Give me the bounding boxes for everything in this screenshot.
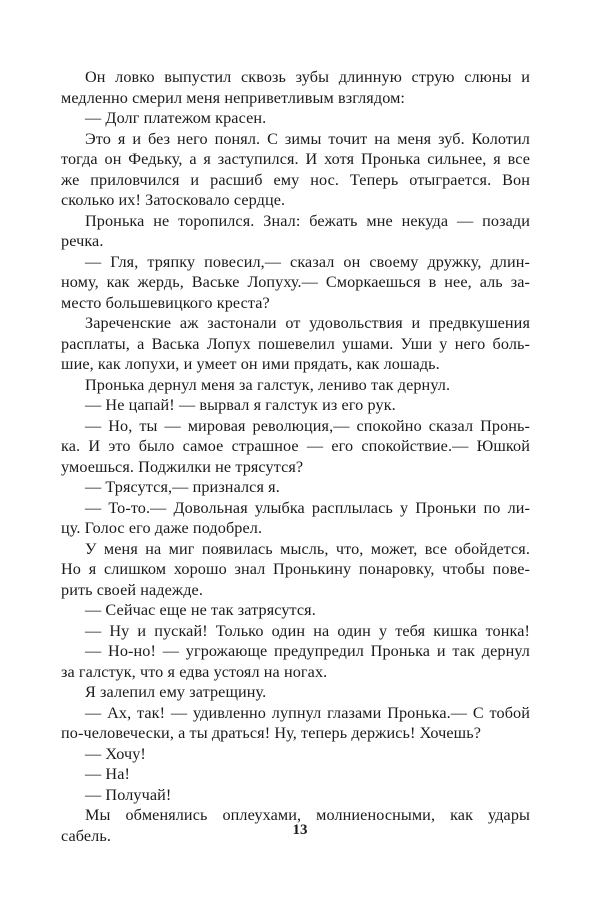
- text-line: сабель.: [61, 826, 111, 845]
- text-line: — На!: [85, 765, 130, 783]
- text-line: за галстук, что я едва устоял на ногах.: [61, 662, 328, 681]
- text-line: Но я слишком хорошо знал Пронькину понаровку, чтобы пове-: [61, 560, 530, 578]
- text-line: У меня на миг появилась мысль, что, может, все обойдется.: [85, 539, 530, 558]
- text-line: ному, как жердь, Ваське Лопуху.— Сморкаешься в нее, аль за-: [61, 273, 530, 291]
- text-line: по-человечески, а ты драться! Ну, теперь держись! Хочешь?: [61, 724, 482, 742]
- text-line: же приловчился и расшиб ему нос. Теперь отыграется. Вон: [61, 170, 530, 189]
- text-line: медленно смерил меня неприветливым взглядом:: [61, 88, 406, 107]
- text-line: сколько их! Затосковало сердце.: [61, 191, 286, 209]
- text-line: — Хочу!: [85, 744, 146, 763]
- text-line: — Гля, тряпку повесил,— сказал он своему дружку, длин-: [85, 252, 530, 271]
- text-line: — Получай!: [85, 785, 172, 804]
- text-line: — Ах, так! — удивленно лупнул глазами Пронька.— С тобой: [85, 703, 530, 722]
- text-line: — Не цапай! — вырвал я галстук из его рук.: [85, 396, 396, 414]
- text-line: шие, как лопухи, и умеет он ими прядать, как лошадь.: [61, 355, 440, 373]
- text-line: Мы обменялись оплеухами, молниеносными, как удары: [85, 806, 530, 824]
- text-line: — То-то.— Довольная улыбка расплылась у Проньки по ли-: [85, 498, 530, 517]
- text-line: Пронька дернул меня за галстук, лениво так дернул.: [85, 375, 451, 394]
- text-line: Я залепил ему затрещину.: [85, 683, 267, 701]
- page-text-body: [61, 67, 530, 846]
- text-line: Зареченские аж застонали от удовольствия и предвкушения: [85, 314, 530, 332]
- text-line: Пронька не торопился. Знал: бежать мне некуда — позади: [85, 211, 530, 230]
- text-line: — Долг платежом красен.: [85, 109, 267, 127]
- text-line: место большевицкого креста?: [61, 293, 270, 312]
- text-line: цу. Голос его даже подобрел.: [61, 519, 263, 537]
- text-line: — Ну и пускай! Только один на один у тебя кишка тонка!: [85, 621, 530, 640]
- text-line: рить своей надежде.: [61, 580, 203, 599]
- text-line: Он ловко выпустил сквозь зубы длинную струю слюны и: [85, 68, 530, 86]
- text-line: Это я и без него понял. С зимы точит на меня зуб. Колотил: [85, 129, 530, 148]
- text-line: расплаты, а Васька Лопух пошевелил ушами. Уши у него боль-: [61, 334, 530, 353]
- text-line: умоешься. Поджилки не трясутся?: [61, 457, 304, 476]
- text-line: — Но, ты — мировая революция,— спокойно сказал Пронь-: [85, 416, 530, 435]
- text-line: тогда он Федьку, а я заступился. И хотя Пронька сильнее, я все: [61, 150, 530, 168]
- text-line: — Но-но! — угрожающе предупредил Пронька и так дернул: [85, 642, 530, 660]
- text-line: речка.: [61, 232, 104, 250]
- text-line: ка. И это было самое страшное — его спокойствие.— Юшкой: [61, 437, 530, 455]
- text-line: — Сейчас еще не так затрясутся.: [85, 601, 316, 619]
- page-number: 13: [292, 822, 308, 838]
- text-line: — Трясутся,— признался я.: [85, 478, 280, 496]
